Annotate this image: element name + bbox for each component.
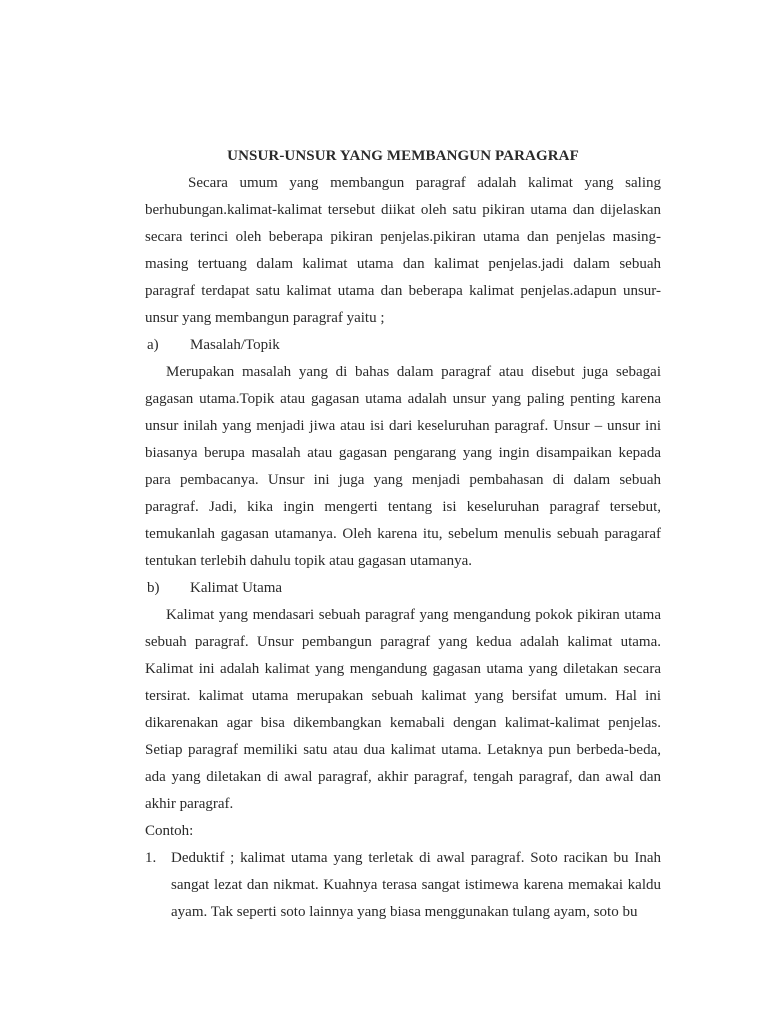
example-text: Deduktif ; kalimat utama yang terletak di awal paragraf. Soto racikan bu Inah sangat lezat dan nikmat. Kuahnya terasa sangat istimewa karena memakai kaldu ayam. Tak seperti soto lainnya yang biasa menggunakan tulang ayam, soto bu: [171, 850, 661, 920]
document-body: [145, 143, 661, 926]
section-a-title: Masalah/Topik: [190, 337, 280, 353]
section-a-paragraph: Merupakan masalah yang di bahas dalam paragraf atau disebut juga sebagai gagasan utama.Topik atau gagasan utama adalah unsur yang paling penting karena unsur inilah yang menjadi jiwa atau isi dari keseluruhan paragraf. Unsur – unsur ini biasanya berupa masalah atau gagasan pengarang yang ingin disampaikan kepada para pembacanya. Unsur ini juga yang menjadi pembahasan di dalam sebuah paragraf. Jadi, kika ingin mengerti tentang isi keseluruhan paragraf tersebut, temukanlah gagasan utamanya. Oleh karena itu, sebelum menulis sebuah paragaraf tentukan terlebih dahulu topik atau gagasan utamanya.: [145, 364, 661, 569]
section-b-paragraph: Kalimat yang mendasari sebuah paragraf yang mengandung pokok pikiran utama sebuah paragraf. Unsur pembangun paragraf yang kedua adalah kalimat utama. Kalimat ini adalah kalimat yang mengandung gagasan utama yang diletakan secara tersirat. kalimat utama merupakan sebuah kalimat yang bersifat umum. Hal ini dikarenakan agar bisa dikembangkan kemabali dengan kalimat-kalimat penjelas. Setiap paragraf memiliki satu atau dua kalimat utama. Letaknya pun berbeda-beda, ada yang diletakan di awal paragraf, akhir paragraf, tengah paragraf, dan awal dan akhir paragraf.: [145, 607, 661, 812]
section-a-marker: a): [147, 337, 159, 353]
document-title: UNSUR-UNSUR YANG MEMBANGUN PARAGRAF: [227, 148, 579, 164]
section-b-title: Kalimat Utama: [190, 580, 283, 596]
example-list-item: [145, 845, 661, 926]
intro-paragraph: Secara umum yang membangun paragraf adalah kalimat yang saling berhubungan.kalimat-kalimat tersebut diikat oleh satu pikiran utama dan dijelaskan secara terinci oleh beberapa pikiran penjelas.pikiran utama dan penjelas masing-masing tertuang dalam kalimat utama dan kalimat penjelas.jadi dalam sebuah paragraf terdapat satu kalimat utama dan beberapa kalimat penjelas.adapun unsur-unsur yang membangun paragraf yaitu ;: [145, 175, 661, 326]
section-b-marker: b): [147, 580, 160, 596]
example-number: 1.: [145, 850, 157, 866]
section-b-heading: [145, 575, 661, 602]
example-label: Contoh:: [145, 823, 194, 839]
section-a-heading: [145, 332, 661, 359]
